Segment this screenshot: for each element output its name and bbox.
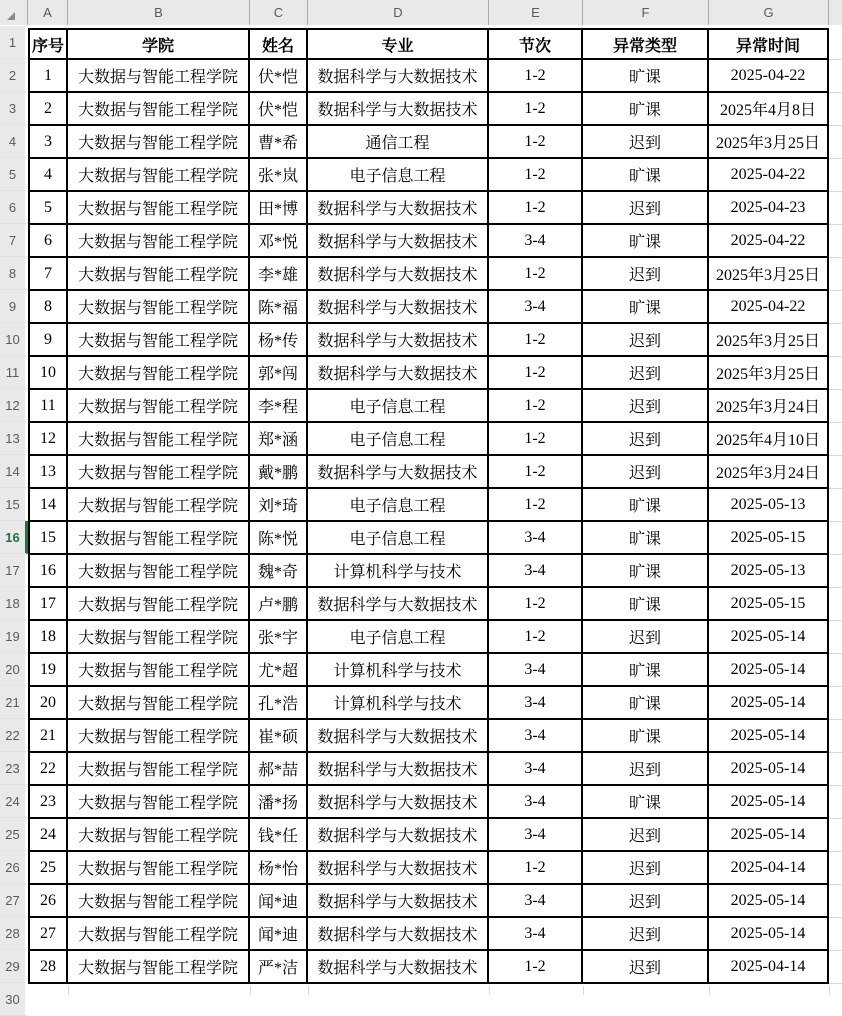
- cell-seq[interactable]: 19: [30, 654, 68, 687]
- cell-seq[interactable]: 14: [30, 489, 68, 522]
- cell-seq[interactable]: 24: [30, 819, 68, 852]
- cell-seq[interactable]: 22: [30, 753, 68, 786]
- row-header-cell[interactable]: 27: [0, 884, 28, 917]
- column-header-c[interactable]: C: [250, 0, 308, 25]
- cell-name[interactable]: 戴*鹏: [250, 456, 308, 489]
- cell-type[interactable]: 迟到: [583, 885, 709, 918]
- cell-name[interactable]: 杨*传: [250, 324, 308, 357]
- row-header-cell[interactable]: 13: [0, 422, 28, 455]
- row-header-cell[interactable]: 6: [0, 191, 28, 224]
- cell-date[interactable]: 2025-04-22: [709, 60, 829, 93]
- cell-name[interactable]: 孔*浩: [250, 687, 308, 720]
- cell-name[interactable]: 魏*奇: [250, 555, 308, 588]
- cell-period[interactable]: 1-2: [489, 423, 583, 456]
- cell-seq[interactable]: 11: [30, 390, 68, 423]
- cell-college[interactable]: 大数据与智能工程学院: [68, 852, 250, 885]
- cell-date[interactable]: 2025-05-14: [709, 819, 829, 852]
- cell-type[interactable]: 旷课: [583, 720, 709, 753]
- row-header-cell[interactable]: 8: [0, 257, 28, 290]
- cell-period[interactable]: 3-4: [489, 885, 583, 918]
- cell-date[interactable]: 2025-05-15: [709, 522, 829, 555]
- cell-date[interactable]: 2025-05-14: [709, 621, 829, 654]
- cell-seq[interactable]: 2: [30, 93, 68, 126]
- cell-type[interactable]: 旷课: [583, 786, 709, 819]
- cell-college[interactable]: 大数据与智能工程学院: [68, 324, 250, 357]
- row-header-strip: [0, 26, 28, 1016]
- cell-period[interactable]: 3-4: [489, 522, 583, 555]
- cell-seq[interactable]: 27: [30, 918, 68, 951]
- cell-date[interactable]: 2025年3月25日: [709, 324, 829, 357]
- row-header-cell[interactable]: 16: [0, 521, 28, 554]
- row-header-cell[interactable]: 4: [0, 125, 28, 158]
- cell-seq[interactable]: 7: [30, 258, 68, 291]
- column-header-g[interactable]: G: [709, 0, 829, 25]
- cell-date[interactable]: 2025-04-22: [709, 159, 829, 192]
- row-header-cell[interactable]: 20: [0, 653, 28, 686]
- header-cell-time[interactable]: 异常时间: [709, 30, 829, 60]
- cell-name[interactable]: 陈*福: [250, 291, 308, 324]
- cell-date[interactable]: 2025-05-14: [709, 918, 829, 951]
- cell-type[interactable]: 旷课: [583, 654, 709, 687]
- cell-name[interactable]: 刘*琦: [250, 489, 308, 522]
- column-header-d[interactable]: D: [308, 0, 489, 25]
- cell-college[interactable]: 大数据与智能工程学院: [68, 192, 250, 225]
- cell-seq[interactable]: 9: [30, 324, 68, 357]
- cell-college[interactable]: 大数据与智能工程学院: [68, 885, 250, 918]
- row-header-cell[interactable]: 22: [0, 719, 28, 752]
- cell-major[interactable]: 数据科学与大数据技术: [308, 324, 489, 357]
- cell-type[interactable]: 旷课: [583, 291, 709, 324]
- row-header-cell[interactable]: 23: [0, 752, 28, 785]
- cell-date[interactable]: 2025-05-14: [709, 753, 829, 786]
- cell-period[interactable]: 3-4: [489, 555, 583, 588]
- cell-seq[interactable]: 23: [30, 786, 68, 819]
- cell-period[interactable]: 3-4: [489, 654, 583, 687]
- cell-seq[interactable]: 25: [30, 852, 68, 885]
- cell-period[interactable]: 3-4: [489, 687, 583, 720]
- column-header-b[interactable]: B: [68, 0, 250, 25]
- cell-major[interactable]: 计算机科学与技术: [308, 555, 489, 588]
- cell-date[interactable]: 2025-05-14: [709, 786, 829, 819]
- row-header-cell[interactable]: 7: [0, 224, 28, 257]
- cell-major[interactable]: 数据科学与大数据技术: [308, 225, 489, 258]
- cell-date[interactable]: 2025年3月25日: [709, 357, 829, 390]
- cell-college[interactable]: 大数据与智能工程学院: [68, 258, 250, 291]
- cell-college[interactable]: 大数据与智能工程学院: [68, 720, 250, 753]
- cell-major[interactable]: 通信工程: [308, 126, 489, 159]
- cell-college[interactable]: 大数据与智能工程学院: [68, 291, 250, 324]
- cell-period[interactable]: 3-4: [489, 291, 583, 324]
- cell-major[interactable]: 电子信息工程: [308, 489, 489, 522]
- cell-name[interactable]: 闻*迪: [250, 885, 308, 918]
- cell-type[interactable]: 迟到: [583, 324, 709, 357]
- cell-seq[interactable]: 4: [30, 159, 68, 192]
- cell-name[interactable]: 崔*硕: [250, 720, 308, 753]
- cell-type[interactable]: 迟到: [583, 357, 709, 390]
- cell-date[interactable]: 2025-04-22: [709, 225, 829, 258]
- cell-type[interactable]: 旷课: [583, 489, 709, 522]
- cell-name[interactable]: 尤*超: [250, 654, 308, 687]
- column-header-a[interactable]: A: [28, 0, 68, 25]
- cell-type[interactable]: 迟到: [583, 819, 709, 852]
- cell-college[interactable]: 大数据与智能工程学院: [68, 93, 250, 126]
- cell-date[interactable]: 2025年4月10日: [709, 423, 829, 456]
- column-header-filler: [829, 0, 842, 25]
- row-header-cell[interactable]: 5: [0, 158, 28, 191]
- cell-college[interactable]: 大数据与智能工程学院: [68, 60, 250, 93]
- cell-major[interactable]: 数据科学与大数据技术: [308, 192, 489, 225]
- cell-college[interactable]: 大数据与智能工程学院: [68, 456, 250, 489]
- header-cell-major[interactable]: 专业: [308, 30, 489, 60]
- header-cell-type[interactable]: 异常类型: [583, 30, 709, 60]
- cell-type[interactable]: 迟到: [583, 456, 709, 489]
- cell-major[interactable]: 数据科学与大数据技术: [308, 93, 489, 126]
- cell-period[interactable]: 1-2: [489, 93, 583, 126]
- cell-seq[interactable]: 6: [30, 225, 68, 258]
- cell-college[interactable]: 大数据与智能工程学院: [68, 159, 250, 192]
- cell-college[interactable]: 大数据与智能工程学院: [68, 621, 250, 654]
- row-header-cell[interactable]: 26: [0, 851, 28, 884]
- unused-gridline: [583, 986, 584, 995]
- cell-period[interactable]: 3-4: [489, 786, 583, 819]
- row-header-cell[interactable]: 28: [0, 917, 28, 950]
- cell-major[interactable]: 电子信息工程: [308, 621, 489, 654]
- cell-seq[interactable]: 17: [30, 588, 68, 621]
- cell-type[interactable]: 旷课: [583, 522, 709, 555]
- row-header-cell[interactable]: 24: [0, 785, 28, 818]
- cell-date[interactable]: 2025-04-23: [709, 192, 829, 225]
- cell-name[interactable]: 闻*迪: [250, 918, 308, 951]
- cell-period[interactable]: 1-2: [489, 324, 583, 357]
- cell-name[interactable]: 张*宇: [250, 621, 308, 654]
- cell-type[interactable]: 迟到: [583, 192, 709, 225]
- cell-type[interactable]: 迟到: [583, 621, 709, 654]
- cell-type[interactable]: 迟到: [583, 951, 709, 984]
- cell-college[interactable]: 大数据与智能工程学院: [68, 489, 250, 522]
- cell-date[interactable]: 2025年4月8日: [709, 93, 829, 126]
- cell-college[interactable]: 大数据与智能工程学院: [68, 423, 250, 456]
- cell-period[interactable]: 1-2: [489, 258, 583, 291]
- cell-name[interactable]: 钱*任: [250, 819, 308, 852]
- cell-period[interactable]: 1-2: [489, 489, 583, 522]
- cell-date[interactable]: 2025年3月25日: [709, 126, 829, 159]
- cell-period[interactable]: 1-2: [489, 159, 583, 192]
- cell-period[interactable]: 1-2: [489, 621, 583, 654]
- unused-gridline: [829, 986, 830, 995]
- cell-major[interactable]: 数据科学与大数据技术: [308, 60, 489, 93]
- cell-seq[interactable]: 28: [30, 951, 68, 984]
- cell-major[interactable]: 数据科学与大数据技术: [308, 588, 489, 621]
- cell-period[interactable]: 3-4: [489, 918, 583, 951]
- select-all-icon: [7, 12, 15, 20]
- cell-seq[interactable]: 13: [30, 456, 68, 489]
- cell-name[interactable]: 曹*希: [250, 126, 308, 159]
- cell-seq[interactable]: 15: [30, 522, 68, 555]
- unused-gridline: [489, 986, 490, 995]
- row-header-cell[interactable]: 11: [0, 356, 28, 389]
- row-header-cell[interactable]: 1: [0, 26, 28, 59]
- cell-name[interactable]: 潘*扬: [250, 786, 308, 819]
- cell-name[interactable]: 卢*鹏: [250, 588, 308, 621]
- cell-name[interactable]: 田*博: [250, 192, 308, 225]
- cell-name[interactable]: 张*岚: [250, 159, 308, 192]
- cell-type[interactable]: 旷课: [583, 225, 709, 258]
- cell-period[interactable]: 1-2: [489, 456, 583, 489]
- cell-seq[interactable]: 12: [30, 423, 68, 456]
- cell-seq[interactable]: 8: [30, 291, 68, 324]
- row-header-cell[interactable]: 14: [0, 455, 28, 488]
- data-table: [28, 28, 829, 984]
- cell-period[interactable]: 1-2: [489, 126, 583, 159]
- cell-major[interactable]: 数据科学与大数据技术: [308, 357, 489, 390]
- column-header-strip: [0, 0, 842, 25]
- cell-seq[interactable]: 16: [30, 555, 68, 588]
- cell-date[interactable]: 2025-05-14: [709, 687, 829, 720]
- column-header-e[interactable]: E: [489, 0, 583, 25]
- cell-name[interactable]: 严*洁: [250, 951, 308, 984]
- cell-type[interactable]: 旷课: [583, 588, 709, 621]
- cell-name[interactable]: 伏*恺: [250, 93, 308, 126]
- cell-period[interactable]: 3-4: [489, 753, 583, 786]
- cell-type[interactable]: 旷课: [583, 555, 709, 588]
- cell-period[interactable]: 3-4: [489, 720, 583, 753]
- cell-major[interactable]: 数据科学与大数据技术: [308, 786, 489, 819]
- cell-period[interactable]: 1-2: [489, 390, 583, 423]
- cell-name[interactable]: 郑*涵: [250, 423, 308, 456]
- cell-date[interactable]: 2025-04-14: [709, 951, 829, 984]
- row-header-cell[interactable]: 29: [0, 950, 28, 983]
- cell-period[interactable]: 1-2: [489, 588, 583, 621]
- cell-date[interactable]: 2025-05-14: [709, 885, 829, 918]
- cell-major[interactable]: 电子信息工程: [308, 159, 489, 192]
- cell-college[interactable]: 大数据与智能工程学院: [68, 225, 250, 258]
- row-header-cell[interactable]: 19: [0, 620, 28, 653]
- cell-type[interactable]: 迟到: [583, 423, 709, 456]
- row-header-cell[interactable]: 30: [0, 983, 28, 1016]
- unused-gridline: [709, 986, 710, 995]
- cell-type[interactable]: 旷课: [583, 159, 709, 192]
- cell-seq[interactable]: 26: [30, 885, 68, 918]
- cell-seq[interactable]: 10: [30, 357, 68, 390]
- cell-college[interactable]: 大数据与智能工程学院: [68, 918, 250, 951]
- select-all-corner[interactable]: [0, 0, 28, 25]
- cell-type[interactable]: 迟到: [583, 852, 709, 885]
- unused-gridlines-right: [829, 27, 842, 995]
- header-cell-seq[interactable]: 序号: [30, 30, 68, 60]
- cell-major[interactable]: 数据科学与大数据技术: [308, 918, 489, 951]
- cell-major[interactable]: 数据科学与大数据技术: [308, 951, 489, 984]
- unused-gridline: [68, 986, 69, 995]
- row-header-cell[interactable]: 25: [0, 818, 28, 851]
- cell-name[interactable]: 邓*悦: [250, 225, 308, 258]
- cell-college[interactable]: 大数据与智能工程学院: [68, 951, 250, 984]
- cell-type[interactable]: 迟到: [583, 258, 709, 291]
- cell-major[interactable]: 数据科学与大数据技术: [308, 258, 489, 291]
- cell-college[interactable]: 大数据与智能工程学院: [68, 753, 250, 786]
- cell-major[interactable]: 数据科学与大数据技术: [308, 753, 489, 786]
- cell-college[interactable]: 大数据与智能工程学院: [68, 555, 250, 588]
- cell-type[interactable]: 迟到: [583, 390, 709, 423]
- header-cell-name[interactable]: 姓名: [250, 30, 308, 60]
- cell-period[interactable]: 3-4: [489, 225, 583, 258]
- cell-major[interactable]: 计算机科学与技术: [308, 654, 489, 687]
- cell-major[interactable]: 电子信息工程: [308, 522, 489, 555]
- cell-date[interactable]: 2025年3月24日: [709, 390, 829, 423]
- row-header-cell[interactable]: 2: [0, 59, 28, 92]
- cell-date[interactable]: 2025-05-13: [709, 555, 829, 588]
- cell-college[interactable]: 大数据与智能工程学院: [68, 357, 250, 390]
- row-header-cell[interactable]: 12: [0, 389, 28, 422]
- unused-gridline: [308, 986, 309, 995]
- cell-seq[interactable]: 1: [30, 60, 68, 93]
- cell-seq[interactable]: 21: [30, 720, 68, 753]
- cell-major[interactable]: 数据科学与大数据技术: [308, 819, 489, 852]
- row-header-cell[interactable]: 9: [0, 290, 28, 323]
- cell-period[interactable]: 3-4: [489, 819, 583, 852]
- cell-date[interactable]: 2025-05-14: [709, 654, 829, 687]
- cell-period[interactable]: 1-2: [489, 951, 583, 984]
- cell-date[interactable]: 2025年3月24日: [709, 456, 829, 489]
- cell-date[interactable]: 2025年3月25日: [709, 258, 829, 291]
- cell-period[interactable]: 1-2: [489, 192, 583, 225]
- cell-college[interactable]: 大数据与智能工程学院: [68, 819, 250, 852]
- cell-type[interactable]: 迟到: [583, 918, 709, 951]
- cell-period[interactable]: 1-2: [489, 357, 583, 390]
- cell-college[interactable]: 大数据与智能工程学院: [68, 522, 250, 555]
- cell-college[interactable]: 大数据与智能工程学院: [68, 687, 250, 720]
- cell-seq[interactable]: 20: [30, 687, 68, 720]
- cell-major[interactable]: 电子信息工程: [308, 423, 489, 456]
- cell-major[interactable]: 数据科学与大数据技术: [308, 720, 489, 753]
- cell-major[interactable]: 计算机科学与技术: [308, 687, 489, 720]
- cell-college[interactable]: 大数据与智能工程学院: [68, 390, 250, 423]
- cell-college[interactable]: 大数据与智能工程学院: [68, 588, 250, 621]
- cell-date[interactable]: 2025-05-14: [709, 720, 829, 753]
- cell-college[interactable]: 大数据与智能工程学院: [68, 126, 250, 159]
- cell-date[interactable]: 2025-04-22: [709, 291, 829, 324]
- cell-period[interactable]: 1-2: [489, 60, 583, 93]
- cell-type[interactable]: 旷课: [583, 687, 709, 720]
- header-cell-college[interactable]: 学院: [68, 30, 250, 60]
- cell-college[interactable]: 大数据与智能工程学院: [68, 654, 250, 687]
- cell-type[interactable]: 迟到: [583, 753, 709, 786]
- cell-name[interactable]: 杨*怡: [250, 852, 308, 885]
- cell-name[interactable]: 陈*悦: [250, 522, 308, 555]
- cell-type[interactable]: 旷课: [583, 93, 709, 126]
- row-header-cell[interactable]: 21: [0, 686, 28, 719]
- cell-seq[interactable]: 3: [30, 126, 68, 159]
- cell-major[interactable]: 电子信息工程: [308, 390, 489, 423]
- cell-college[interactable]: 大数据与智能工程学院: [68, 786, 250, 819]
- cell-major[interactable]: 数据科学与大数据技术: [308, 852, 489, 885]
- cell-name[interactable]: 李*雄: [250, 258, 308, 291]
- cell-date[interactable]: 2025-05-15: [709, 588, 829, 621]
- row-header-cell[interactable]: 3: [0, 92, 28, 125]
- row-header-cell[interactable]: 15: [0, 488, 28, 521]
- cell-major[interactable]: 数据科学与大数据技术: [308, 291, 489, 324]
- cell-type[interactable]: 迟到: [583, 126, 709, 159]
- cell-name[interactable]: 李*程: [250, 390, 308, 423]
- header-cell-period[interactable]: 节次: [489, 30, 583, 60]
- column-header-f[interactable]: F: [583, 0, 709, 25]
- cell-date[interactable]: 2025-05-13: [709, 489, 829, 522]
- row-header-cell[interactable]: 17: [0, 554, 28, 587]
- cell-period[interactable]: 1-2: [489, 852, 583, 885]
- cell-seq[interactable]: 18: [30, 621, 68, 654]
- cell-major[interactable]: 数据科学与大数据技术: [308, 885, 489, 918]
- cell-major[interactable]: 数据科学与大数据技术: [308, 456, 489, 489]
- cell-seq[interactable]: 5: [30, 192, 68, 225]
- row-header-cell[interactable]: 10: [0, 323, 28, 356]
- cell-name[interactable]: 郝*喆: [250, 753, 308, 786]
- cell-date[interactable]: 2025-04-14: [709, 852, 829, 885]
- row-header-cell[interactable]: 18: [0, 587, 28, 620]
- cell-type[interactable]: 旷课: [583, 60, 709, 93]
- cell-name[interactable]: 伏*恺: [250, 60, 308, 93]
- unused-gridline: [250, 986, 251, 995]
- cell-name[interactable]: 郭*闯: [250, 357, 308, 390]
